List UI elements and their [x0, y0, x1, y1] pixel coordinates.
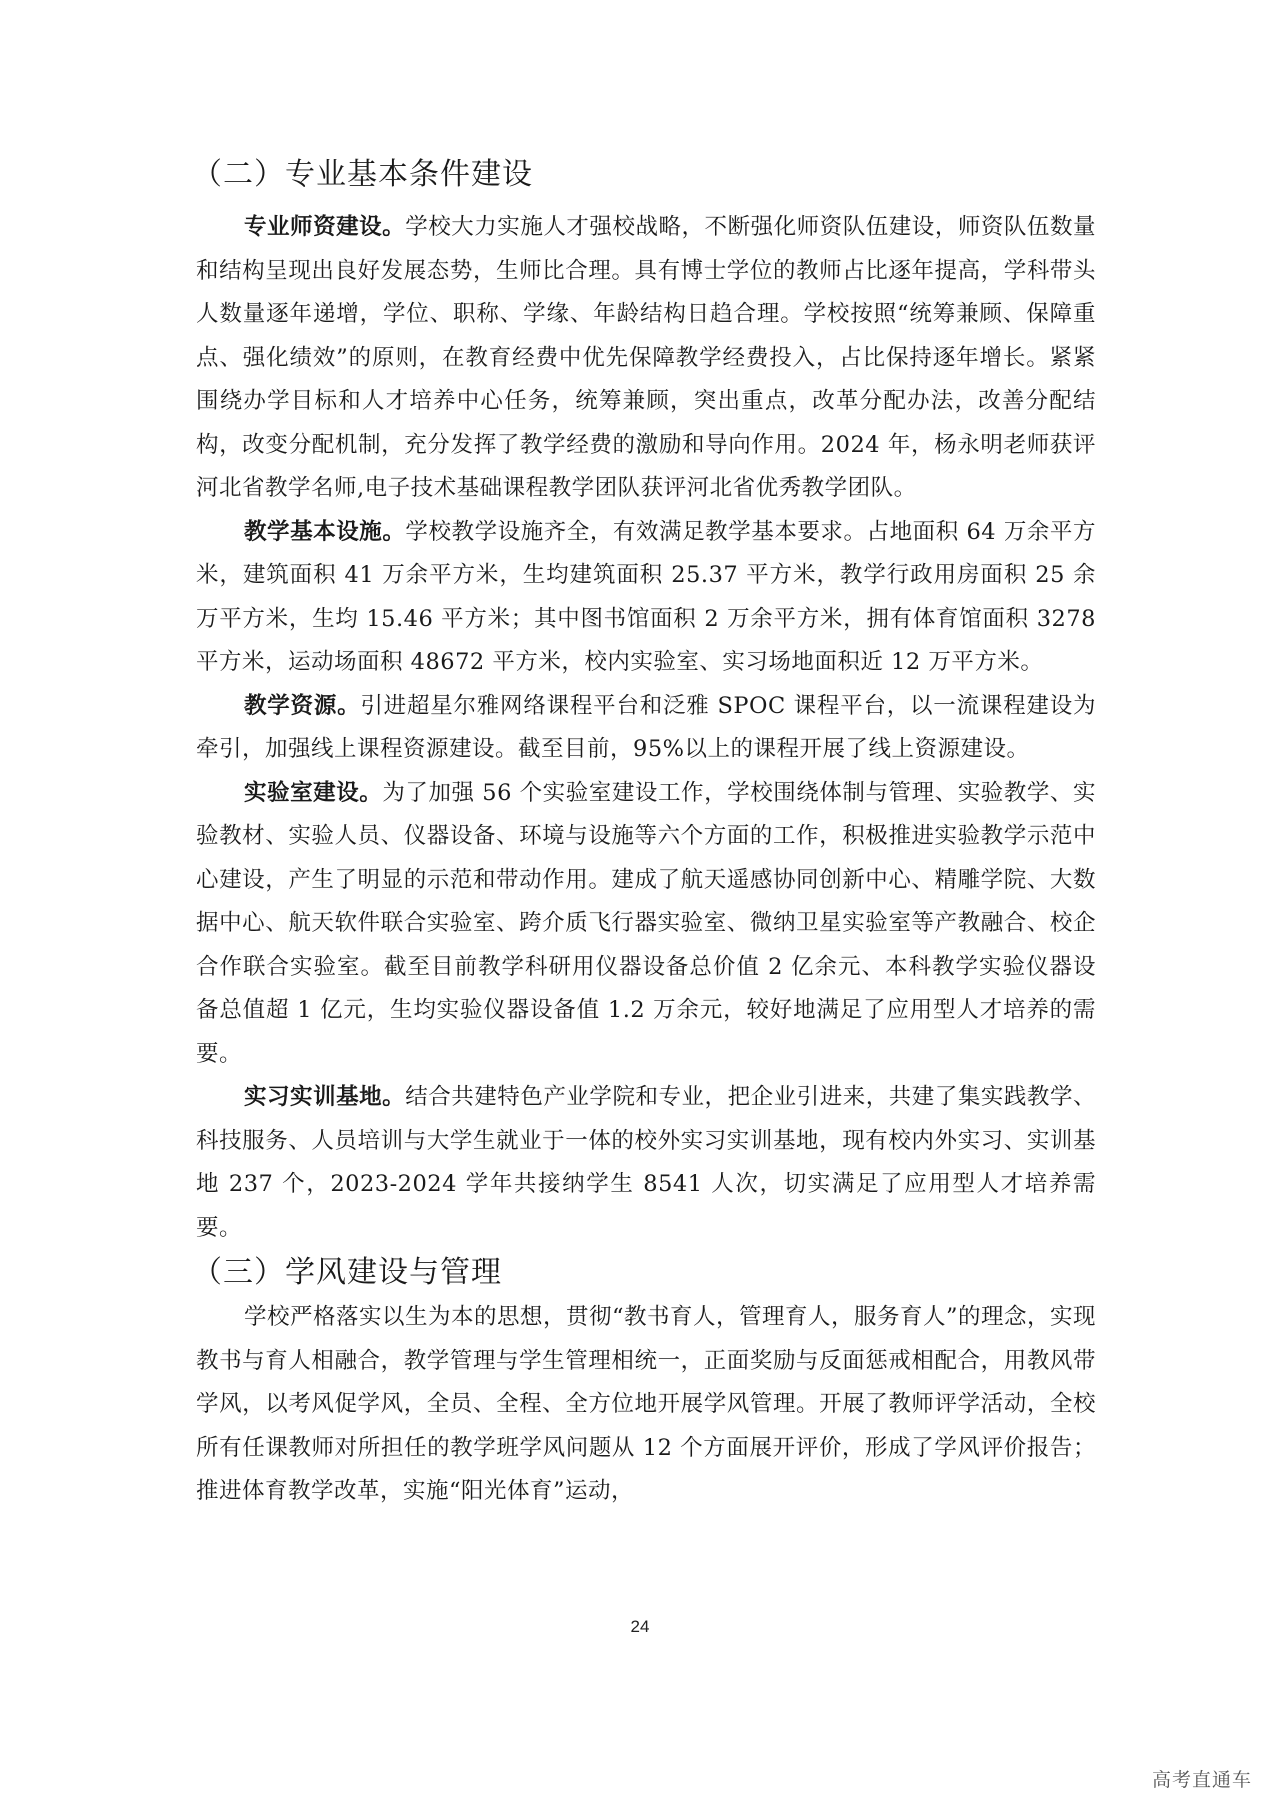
page-number: 24 — [630, 1617, 650, 1636]
paragraph-study-style — [196, 1296, 1096, 1514]
page-content — [192, 150, 1097, 1514]
section-heading-study-style: （三）学风建设与管理 — [192, 1255, 502, 1290]
paragraph-text: 结合共建特色产业学院和专业，把企业引进来，共建了集实践教学、科技服务、人员培训与大学生就业于一体的校外实习实训基地，现有校内外实习、实训基地 237 个，2023-2024 学年共接纳学生 8541 人次，切实满足了应用型人才培养需要。 — [196, 1084, 1096, 1241]
paragraph-text: 引进超星尔雅网络课程平台和泛雅 SPOC 课程平台，以一流课程建设为牵引，加强线上课程资源建设。截至目前，95%以上的课程开展了线上资源建设。 — [196, 692, 1096, 762]
paragraph-text: 学校教学设施齐全，有效满足教学基本要求。占地面积 64 万余平方米，建筑面积 41 万余平方米，生均建筑面积 25.37 平方米，教学行政用房面积 25 余万平方米，生均 15.46 平方米；其中图书馆面积 2 万余平方米，拥有体育馆面积 3278 平方米，运动场面积 48672 平方米，校内实验室、实习场地面积近 12 万平方米。 — [196, 518, 1096, 675]
watermark-text: 高考直通车 — [1151, 1769, 1252, 1791]
section-heading-basic-conditions: （二）专业基本条件建设 — [192, 157, 533, 192]
paragraph-resources — [196, 685, 1096, 772]
paragraph-lead: 教学基本设施。 — [244, 518, 406, 545]
paragraph-lead: 实习实训基地。 — [244, 1084, 406, 1110]
paragraph-faculty — [196, 206, 1096, 511]
paragraph-facilities — [196, 511, 1096, 685]
paragraph-text: 学校大力实施人才强校战略，不断强化师资队伍建设，师资队伍数量和结构呈现出良好发展态势，生师比合理。具有博士学位的教师占比逐年提高，学科带头人数量逐年递增，学位、职称、学缘、年龄结构日趋合理。学校按照“统筹兼顾、保障重点、强化绩效”的原则，在教育经费中优先保障教学经费投入，占比保持逐年增长。紧紧围绕办学目标和人才培养中心任务，统筹兼顾，突出重点，改革分配办法，改善分配结构，改变分配机制，充分发挥了教学经费的激励和导向作用。2024 年，杨永明老师获评河北省教学名师,电子技术基础课程教学团队获评河北省优秀教学团队。 — [196, 214, 1096, 501]
paragraph-lead: 实验室建设。 — [244, 779, 383, 806]
paragraph-lead: 教学资源。 — [244, 692, 361, 719]
paragraph-text: 学校严格落实以生为本的思想，贯彻“教书育人，管理育人，服务育人”的理念，实现教书与育人相融合，教学管理与学生管理相统一，正面奖励与反面惩戒相配合，用教风带学风，以考风促学风，全员、全程、全方位地开展学风管理。开展了教师评学活动，全校所有任课教师对所担任的教学班学风问题从 12 个方面展开评价，形成了学风评价报告；推进体育教学改革，实施“阳光体育”运动， — [196, 1304, 1097, 1504]
paragraph-text: 为了加强 56 个实验室建设工作，学校围绕体制与管理、实验教学、实验教材、实验人员、仪器设备、环境与设施等六个方面的工作，积极推进实验教学示范中心建设，产生了明显的示范和带动作用。建成了航天遥感协同创新中心、精雕学院、大数据中心、航天软件联合实验室、跨介质飞行器实验室、微纳卫星实验室等产教融合、校企合作联合实验室。截至目前教学科研用仪器设备总价值 2 亿余元、本科教学实验仪器设备总值超 1 亿元，生均实验仪器设备值 1.2 万余元，较好地满足了应用型人才培养的需要。 — [196, 779, 1096, 1067]
paragraph-training-bases — [196, 1076, 1096, 1250]
paragraph-labs — [196, 772, 1096, 1077]
paragraph-lead: 专业师资建设。 — [244, 214, 406, 240]
